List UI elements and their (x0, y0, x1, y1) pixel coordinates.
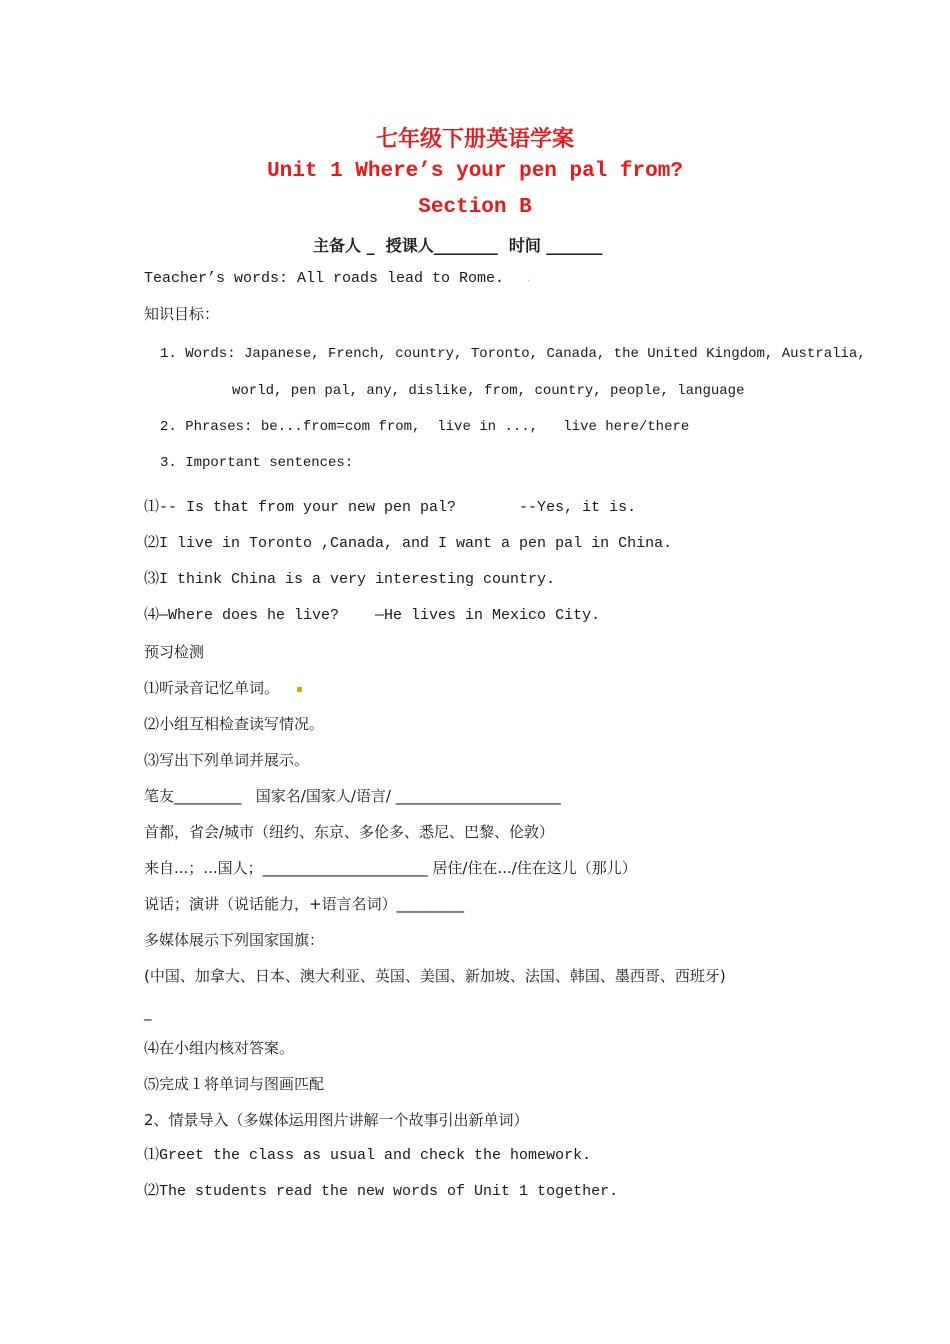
unit-title: Unit 1 Where’s your pen pal from? (267, 160, 683, 183)
flags-heading: 多媒体展示下列国家国旗： (144, 931, 325, 949)
fill-line-pen-pal: 笔友_________ 国家名/国家人/语言/ ______________________ (144, 787, 561, 805)
stray-dot: . (527, 273, 531, 284)
preview-heading: 预习检测 (144, 643, 205, 661)
fill-line-speak: 说话；演讲（说话能力，+语言名词）_________ (144, 895, 465, 913)
knowledge-goal-heading: 知识目标： (144, 305, 220, 323)
preview-item-4: ⑷在小组内核对答案。 (144, 1039, 295, 1057)
document-title: 七年级下册英语学案 (375, 127, 574, 152)
sentence-3: ⑶I think China is a very interesting country. (144, 571, 556, 588)
preview-item-3: ⑶写出下列单词并展示。 (144, 751, 310, 769)
scene-item-1: ⑴Greet the class as usual and check the homework. (144, 1147, 592, 1164)
preview-item-1: ⑴听录音记忆单词。 (144, 679, 280, 697)
fill-line-capital: 首都，省会/城市（纽约、东京、多伦多、悉尼、巴黎、伦敦） (144, 823, 555, 841)
teacher-words: Teacher’s words: All roads lead to Rome. (144, 270, 505, 287)
stray-dot: ▪ (296, 684, 303, 695)
sentence-4: ⑷—Where does he live? —He lives in Mexico City. (144, 607, 601, 624)
preview-item-2: ⑵小组互相检查读写情况。 (144, 715, 325, 733)
goal-sentences: 3. Important sentences: (160, 455, 354, 471)
flags-list: (中国、加拿大、日本、澳大利亚、英国、美国、新加坡、法国、韩国、墨西哥、西班牙) (144, 967, 726, 985)
section-title: Section B (418, 196, 532, 219)
lesson-meta: 主备人 _ 授课人________ 时间 _______ (313, 236, 603, 255)
goal-words-line-2: world, pen pal, any, dislike, from, country, people, language (232, 383, 745, 399)
blank-line: _ (144, 1003, 152, 1021)
goal-words-line-1: 1. Words: Japanese, French, country, Toronto, Canada, the United Kingdom, Australia, (160, 346, 866, 362)
scene-item-2: ⑵The students read the new words of Unit 1 together. (144, 1183, 619, 1200)
fill-line-from: 来自...；...国人；______________________ 居住/住在.../住在这儿（那儿） (144, 859, 637, 877)
sentence-2: ⑵I live in Toronto ,Canada, and I want a pen pal in China. (144, 535, 673, 552)
scene-heading: 2、情景导入（多媒体运用图片讲解一个故事引出新单词） (144, 1111, 529, 1129)
sentence-1: ⑴-- Is that from your new pen pal? --Yes, it is. (144, 499, 637, 516)
preview-item-5: ⑸完成１将单词与图画匹配 (144, 1075, 325, 1093)
goal-phrases: 2. Phrases: be...from=com from, live in ..., live here/there (160, 419, 690, 435)
